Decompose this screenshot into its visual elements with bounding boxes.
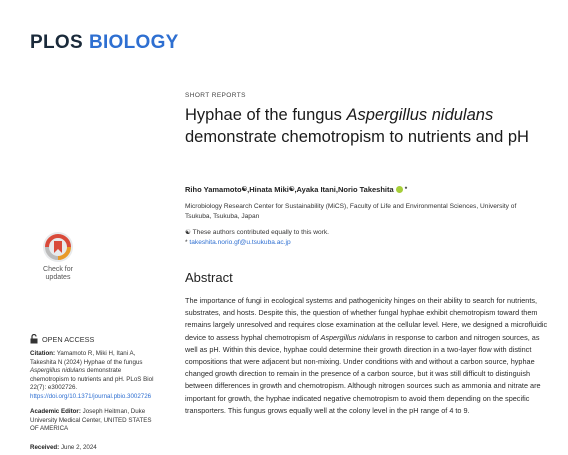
editor-label: Academic Editor: <box>30 408 81 415</box>
section-label: SHORT REPORTS <box>185 92 246 99</box>
abstract-species: Aspergillus nidulans <box>320 332 386 342</box>
author-separator: , <box>247 185 250 194</box>
open-lock-icon <box>30 334 38 344</box>
author-1[interactable]: Riho Yamamoto <box>185 185 242 194</box>
author-2[interactable]: Hinata Miki <box>249 185 289 194</box>
abstract-heading: Abstract <box>185 270 233 285</box>
author-separator: , <box>294 185 297 194</box>
check-for-updates-icon <box>43 232 73 262</box>
equal-contribution-note: ☯ These authors contributed equally to this work. <box>185 229 329 236</box>
author-1-mark: ☯ <box>241 186 248 193</box>
title-part1: Hyphae of the fungus <box>185 106 347 124</box>
check-for-updates-line1: Check for <box>43 266 73 273</box>
editor-block <box>30 408 160 434</box>
corresponding-email-link[interactable]: takeshita.norio.gf@u.tsukuba.ac.jp <box>189 239 291 246</box>
orcid-icon[interactable] <box>396 186 403 193</box>
received-label: Received: <box>30 444 60 451</box>
check-for-updates-line2: updates <box>45 274 71 281</box>
author-4-mark: * <box>404 186 408 193</box>
journal-logo <box>30 32 179 54</box>
article-title <box>185 104 545 148</box>
author-3[interactable]: Ayaka Itani <box>296 185 336 194</box>
title-species: Aspergillus nidulans <box>346 106 494 124</box>
author-separator: , <box>335 185 338 194</box>
received-date: June 2, 2024 <box>59 444 97 451</box>
citation-species: Aspergillus nidulans <box>30 367 86 375</box>
check-for-updates-button[interactable] <box>38 232 78 282</box>
contribution-notes <box>185 228 329 248</box>
abstract-text-2: in response to carbon and nitrogen sources, as well as pH. Within this device, hyphae could determine their growth direction in a two-layer flow with distinct compositions that were adjacent but non-mixing. Under conditions with and without a carbon source, hyphae changed growth direction to remain in the presence of a carbon source, but it was still difficult to distinguish between differences in growth and chemotropism. Although nitrogen sources such as ammonia and nitrate are important for growth, the hyphae indicated negative chemotropism to avoid them depending on the specific transporters. This fungus grows equally well at the colony level in the pH range of 4 to 9. <box>185 332 541 415</box>
citation-text-2: demonstrate chemotropism to nutrients and pH. PLoS Biol 22(7): e3002726. <box>30 367 154 392</box>
abstract-text-1: The importance of fungi in ecological systems and pathogenicity hinges on their ability to search for nutrients, substrates, and hosts. Despite this, the question of whether fungal hyphae exhibit chemotropism toward them remains largely unresolved and requires close examination at the cellular level. Here, we designed a microfluidic device to assess hyphal chemotropism of <box>185 296 548 342</box>
open-access-badge <box>30 334 94 344</box>
citation-text-1: Yamamoto R, Miki H, Itani A, Takeshita N (2024) Hyphae of the fungus <box>30 350 143 366</box>
author-2-mark: ☯ <box>288 186 295 193</box>
check-for-updates-label <box>38 266 78 282</box>
affiliation: Microbiology Research Center for Sustainability (MiCS), Faculty of Life and Environmental Sciences, University of Tsukuba, Tsukuba, Japan <box>185 203 517 220</box>
corresponding-email-line <box>185 238 329 248</box>
journal-name-plos: PLOS <box>30 32 83 53</box>
citation-block <box>30 350 160 402</box>
citation-label: Citation: <box>30 350 56 357</box>
abstract-body <box>185 295 553 417</box>
received-block <box>30 444 160 453</box>
editor-text: Joseph Heitman, Duke University Medical Center, UNITED STATES OF AMERICA <box>30 408 152 433</box>
title-part2: demonstrate chemotropism to nutrients and pH <box>185 128 529 146</box>
author-4[interactable]: Norio Takeshita <box>337 185 394 194</box>
journal-name-biology: BIOLOGY <box>88 32 179 53</box>
author-list <box>185 185 407 194</box>
citation-doi-link[interactable]: https://doi.org/10.1371/journal.pbio.3002726 <box>30 392 152 400</box>
email-prefix: * <box>185 239 190 246</box>
open-access-label: OPEN ACCESS <box>42 334 95 344</box>
